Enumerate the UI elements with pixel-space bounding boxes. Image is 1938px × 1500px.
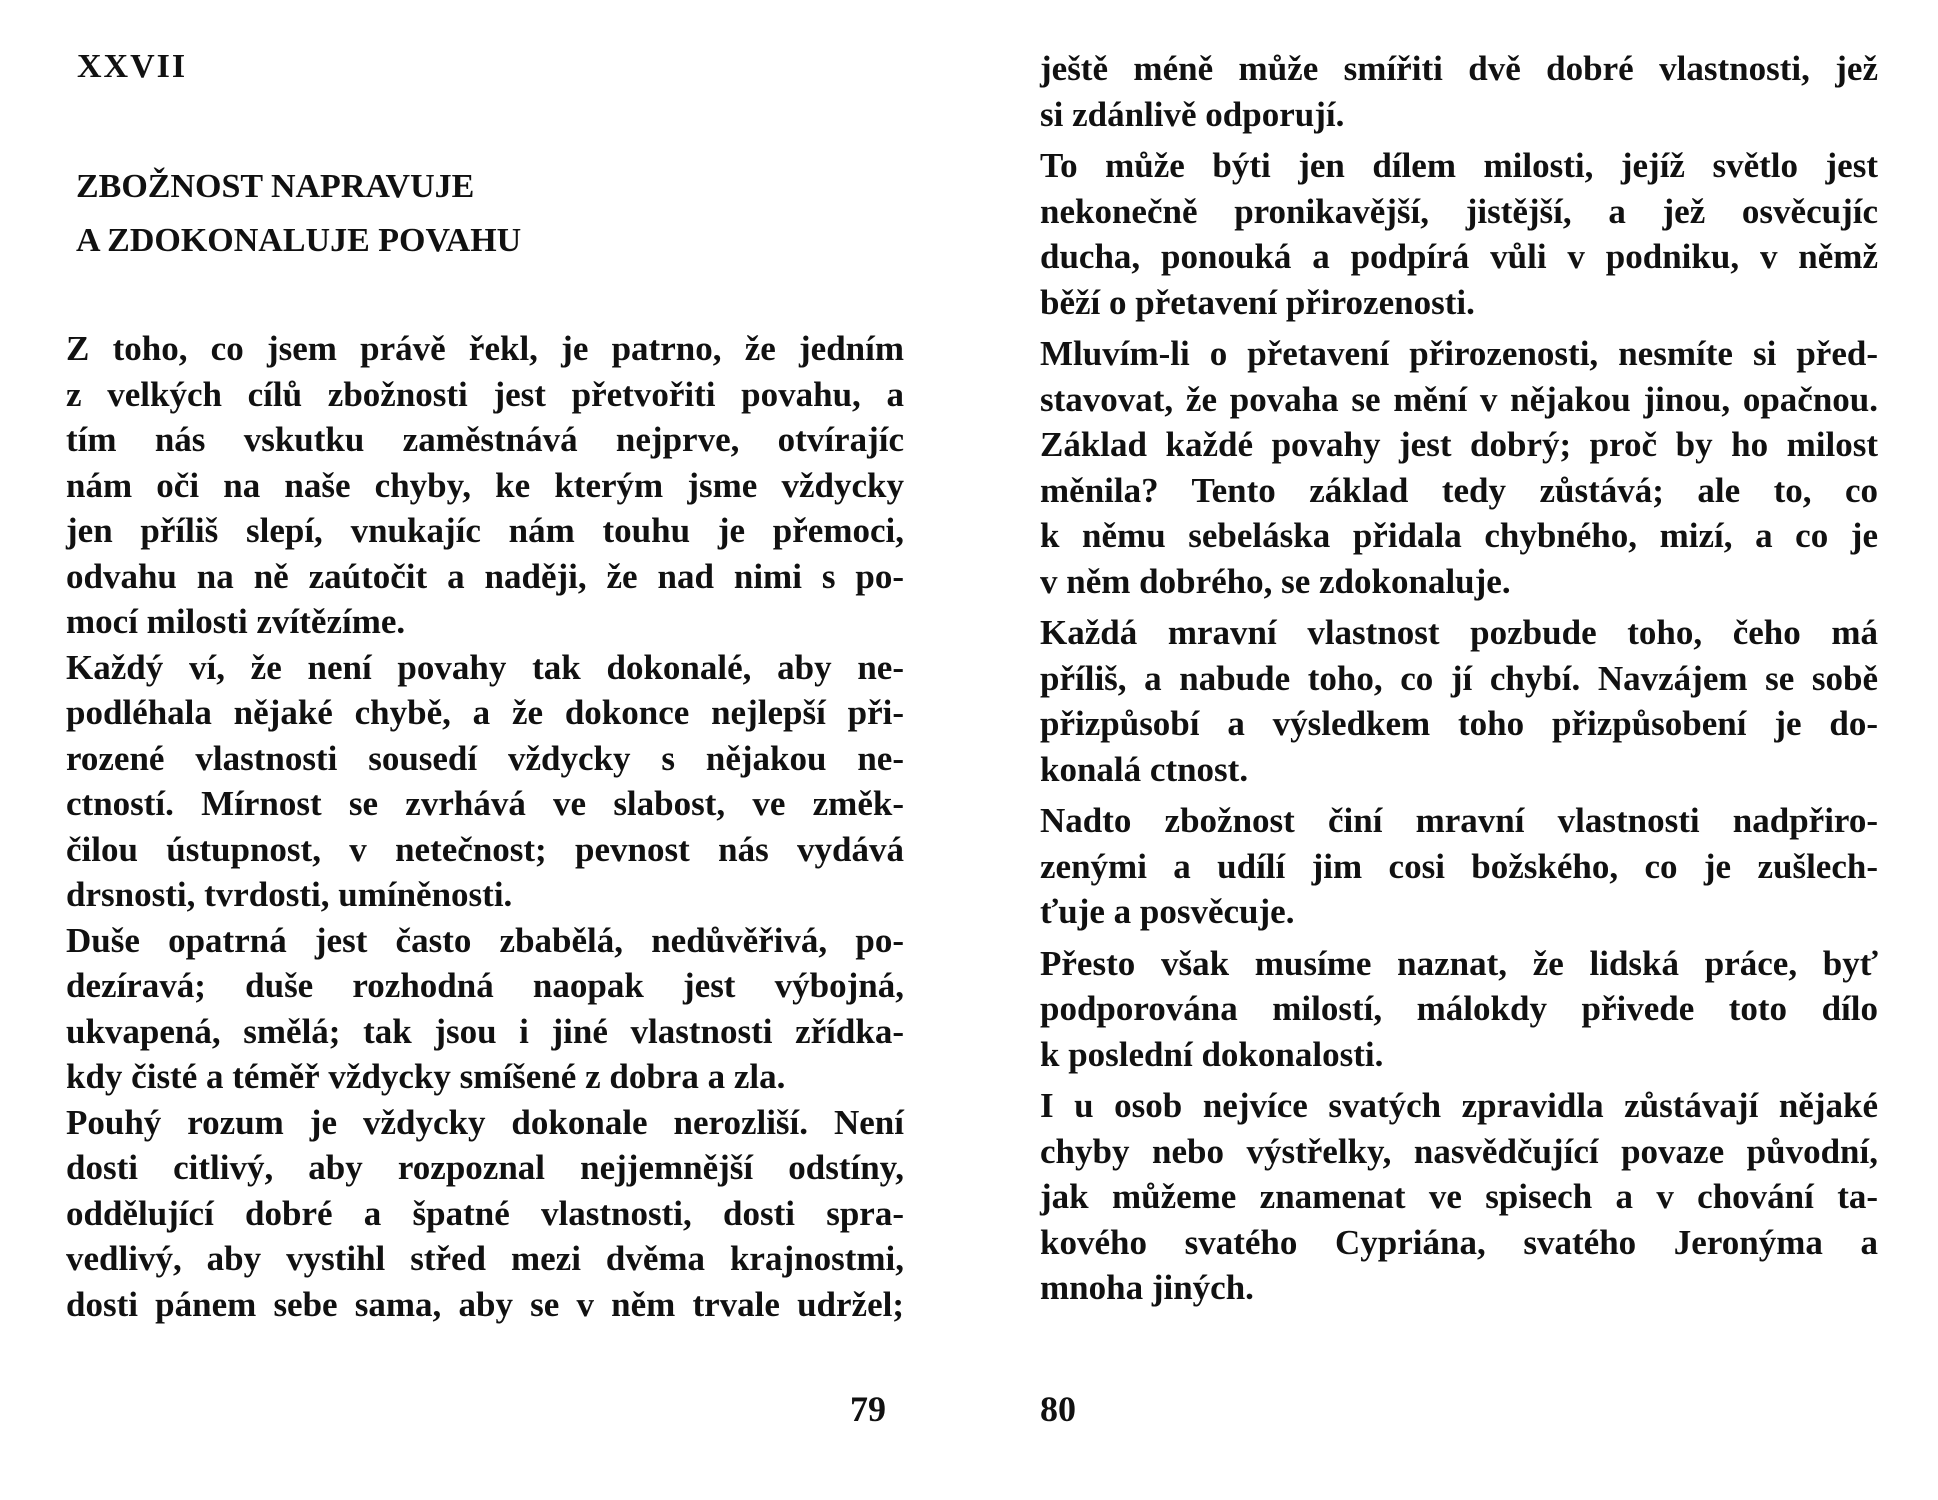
text-line: kdy čisté a téměř vždycky smíšené z dobra a zla. (66, 1057, 786, 1096)
paragraph (1040, 1083, 1878, 1311)
text-line: oddělující dobré a špatné vlastnosti, dosti spra- (66, 1193, 904, 1233)
text-line: Pouhý rozum je vždycky dokonale nerozliší. Není (66, 1102, 904, 1142)
text-line: čilou ústupnost, v netečnost; pevnost nás vydává (66, 829, 904, 869)
text-line: ťuje a posvěcuje. (1040, 892, 1295, 931)
chapter-number: XXVII (77, 48, 188, 85)
text-line: běží o přetavení přirozenosti. (1040, 282, 1475, 322)
text-line: odvahu na ně zaútočit a naději, že nad nimi s po- (66, 556, 904, 596)
paragraph (1040, 941, 1878, 1078)
text-line: stavovat, že povaha se mění v nějakou jinou, opačnou. (1040, 379, 1878, 419)
text-line: rozené vlastnosti sousedí vždycky s nějakou ne- (66, 738, 904, 778)
text-line: ducha, ponouká a podpírá vůli v podniku, v němž (1040, 237, 1878, 276)
text-line: v něm dobrého, se zdokonaluje. (1040, 561, 1511, 601)
text-line: k němu sebeláska přidala chybného, mizí, a co je (1040, 516, 1878, 555)
paragraph (1040, 331, 1878, 604)
text-line: tím nás vskutku zaměstnává nejprve, otvírajíc (66, 420, 904, 459)
paragraph (66, 645, 904, 918)
text-line: měnila? Tento základ tedy zůstává; ale to, co (1040, 470, 1878, 510)
text-line: kového svatého Cypriána, svatého Jeronýma a (1040, 1222, 1878, 1262)
left-page-body (66, 326, 904, 1327)
text-line: nám oči na naše chyby, ke kterým jsme vždycky (66, 465, 904, 505)
text-line: podporována milostí, málokdy přivede toto dílo (1040, 989, 1878, 1028)
text-line: ctností. Mírnost se zvrhává ve slabost, ve změk- (66, 784, 904, 823)
text-line: zenými a udílí jim cosi božského, co je zušlech- (1040, 846, 1878, 886)
page-number-right: 80 (1040, 1389, 1076, 1429)
text-line: mnoha jiných. (1040, 1268, 1254, 1307)
text-line: vedlivý, aby vystihl střed mezi dvěma krajnostmi, (66, 1239, 904, 1278)
text-line: si zdánlivě odporují. (1040, 94, 1345, 134)
text-line: dosti pánem sebe sama, aby se v něm trvale udržel; (66, 1284, 904, 1324)
text-line: mocí milosti zvítězíme. (66, 602, 406, 641)
text-line: jen příliš slepí, vnukajíc nám touhu je přemoci, (66, 511, 904, 550)
text-line: ještě méně může smířiti dvě dobré vlastnosti, jež (1040, 49, 1878, 88)
text-line: Každý ví, že není povahy tak dokonalé, aby ne- (66, 647, 904, 687)
text-line: Každá mravní vlastnost pozbude toho, čeho má (1040, 613, 1878, 652)
text-line: Duše opatrná jest často zbabělá, nedůvěřivá, po- (66, 920, 904, 960)
page-number-left: 79 (850, 1389, 886, 1429)
paragraph (1040, 143, 1878, 325)
text-line: konalá ctnost. (1040, 749, 1249, 789)
text-line: Mluvím-li o přetavení přirozenosti, nesmíte si před- (1040, 334, 1878, 373)
text-line: dezíravá; duše rozhodná naopak jest výbojná, (66, 966, 904, 1005)
paragraph (1040, 798, 1878, 935)
chapter-title (76, 160, 521, 268)
text-line: Přesto však musíme naznat, že lidská práce, byť (1040, 943, 1878, 983)
text-line: podléhala nějaké chybě, a že dokonce nejlepší při- (66, 693, 904, 732)
text-line: příliš, a nabude toho, co jí chybí. Navzájem se sobě (1040, 658, 1878, 698)
text-line: Z toho, co jsem právě řekl, je patrno, že jedním (66, 329, 904, 368)
text-line: jak můžeme znamenat ve spisech a v chování ta- (1040, 1177, 1878, 1216)
text-line: Nadto zbožnost činí mravní vlastnosti nadpřiro- (1040, 801, 1878, 840)
text-line: dosti citlivý, aby rozpoznal nejjemnější odstíny, (66, 1148, 904, 1187)
text-line: To může býti jen dílem milosti, jejíž světlo jest (1040, 146, 1878, 185)
text-line: I u osob nejvíce svatých zpravidla zůstávají nějaké (1040, 1086, 1878, 1125)
chapter-title-line: ZBOŽNOST NAPRAVUJE (76, 168, 475, 205)
text-line: nekonečně pronikavější, jistější, a jež osvěcujíc (1040, 191, 1878, 231)
paragraph (66, 326, 904, 645)
text-line: přizpůsobí a výsledkem toho přizpůsobení je do- (1040, 704, 1878, 743)
right-page-body (1040, 46, 1878, 1311)
paragraph (66, 1100, 904, 1328)
text-line: k poslední dokonalosti. (1040, 1034, 1384, 1074)
text-line: z velkých cílů zbožnosti jest přetvořiti povahu, a (66, 374, 904, 414)
paragraph (1040, 610, 1878, 792)
chapter-title-line: A ZDOKONALUJE POVAHU (76, 222, 522, 259)
paragraph (1040, 46, 1878, 137)
text-line: ukvapená, smělá; tak jsou i jiné vlastnosti zřídka- (66, 1011, 904, 1051)
text-line: chyby nebo výstřelky, nasvědčující povaze původní, (1040, 1131, 1878, 1171)
text-line: drsnosti, tvrdosti, umíněnosti. (66, 875, 513, 914)
paragraph (66, 918, 904, 1100)
text-line: Základ každé povahy jest dobrý; proč by ho milost (1040, 425, 1878, 464)
